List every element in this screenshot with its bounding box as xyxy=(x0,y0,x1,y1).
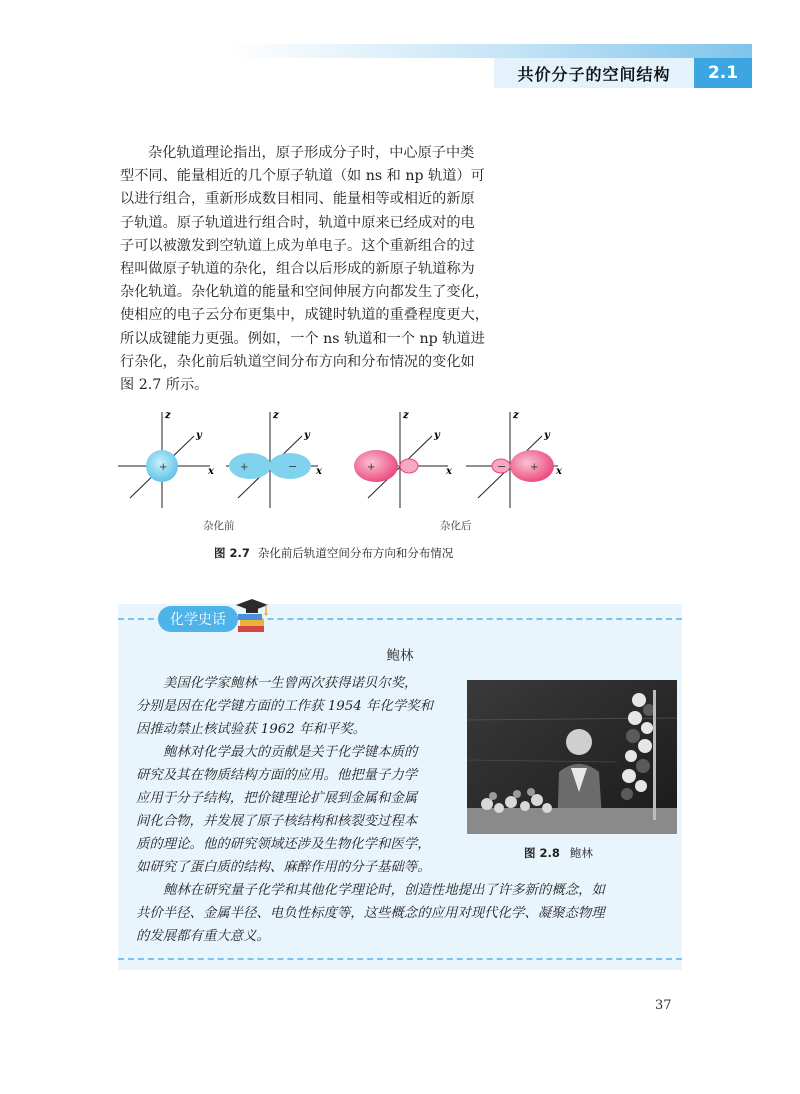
text-line: 研究及其在物质结构方面的应用。他把量子力学 xyxy=(136,768,418,783)
label-before-hybridization: 杂化前 xyxy=(203,520,235,532)
paragraph-line: 所以成键能力更强。例如，一个 ns 轨道和一个 np 轨道进 xyxy=(120,330,485,347)
history-paragraph-2 xyxy=(136,741,458,879)
text-line: 如研究了蛋白质的结构、麻醉作用的分子基础等。 xyxy=(136,860,431,875)
z-axis-label: z xyxy=(273,410,279,421)
history-paragraph-1 xyxy=(136,672,458,741)
paragraph-line: 型不同、能量相近的几个原子轨道（如 ns 和 np 轨道）可 xyxy=(120,168,485,185)
paragraph-line: 以进行组合，重新形成数目相同、能量相等或相近的新原 xyxy=(120,191,475,208)
figure-caption-text: 杂化前后轨道空间分布方向和分布情况 xyxy=(257,546,454,560)
paragraph-line: 子轨道。原子轨道进行组合时，轨道中原来已经成对的电 xyxy=(120,214,475,231)
text-line: 鲍林对化学最大的贡献是关于化学键本质的 xyxy=(163,745,418,760)
x-axis-label: x xyxy=(446,466,452,477)
text-line: 鲍林在研究量子化学和其他化学理论时，创造性地提出了许多新的概念，如 xyxy=(163,883,605,898)
paragraph-line: 使相应的电子云分布更集中，成键时轨道的重叠程度更大， xyxy=(120,307,489,324)
x-axis-label: x xyxy=(316,466,322,477)
x-axis-label: x xyxy=(556,466,562,477)
plus-sign: + xyxy=(530,462,539,473)
paragraph-line: 程叫做原子轨道的杂化，组合以后形成的新原子轨道称为 xyxy=(120,261,475,278)
photo-caption-text: 鲍林 xyxy=(569,846,593,860)
minus-sign: − xyxy=(288,460,298,473)
main-paragraph xyxy=(120,142,504,397)
s-orbital-diagram xyxy=(110,408,222,518)
label-after-hybridization: 杂化后 xyxy=(440,520,472,532)
y-axis-label: y xyxy=(196,430,202,441)
paragraph-line: 杂化轨道理论指出，原子形成分子时，中心原子中类 xyxy=(148,145,475,161)
plus-sign: + xyxy=(367,462,376,473)
text-line: 共价半径、金属半径、电负性标度等，这些概念的应用对现代化学、凝聚态物理 xyxy=(136,906,605,921)
page-number: 37 xyxy=(655,998,672,1013)
box-title: 鲍林 xyxy=(386,648,414,664)
text-line: 因推动禁止核试验获 1962 年和平奖。 xyxy=(136,722,367,737)
box-bottom-border xyxy=(118,958,682,960)
paragraph-line: 杂化轨道。杂化轨道的能量和空间伸展方向都发生了变化， xyxy=(120,284,489,301)
history-tag: 化学史话 xyxy=(158,606,238,632)
sp-hybrid-orbital-2 xyxy=(458,408,570,518)
z-axis-label: z xyxy=(403,410,409,421)
section-title: 共价分子的空间结构 xyxy=(517,64,671,84)
text-line: 质的理论。他的研究领域还涉及生物化学和医学， xyxy=(136,837,431,852)
plus-sign: + xyxy=(159,462,168,473)
text-line: 分别是因在化学键方面的工作获 1954 年化学奖和 xyxy=(136,699,434,714)
paragraph-line: 图 2.7 所示。 xyxy=(120,377,209,394)
section-number: 2.1 xyxy=(694,58,752,88)
minus-sign: − xyxy=(497,460,507,473)
paragraph-line: 子可以被激发到空轨道上成为单电子。这个重新组合的过 xyxy=(120,237,475,254)
header-decoration xyxy=(230,44,752,58)
photo-caption xyxy=(524,845,593,861)
plus-sign: + xyxy=(240,462,249,473)
text-line: 的发展都有重大意义。 xyxy=(136,929,270,944)
y-axis-label: y xyxy=(544,430,550,441)
graduation-books-icon xyxy=(232,596,272,636)
history-paragraph-3 xyxy=(136,879,668,948)
photo-figure-number: 图 2.8 xyxy=(524,846,560,860)
y-axis-label: y xyxy=(304,430,310,441)
pauling-photo xyxy=(467,680,677,834)
sp-hybrid-orbital-1 xyxy=(348,408,460,518)
chapter-header xyxy=(494,58,752,88)
figure-caption xyxy=(214,545,453,561)
x-axis-label: x xyxy=(208,466,214,477)
z-axis-label: z xyxy=(513,410,519,421)
figure-number: 图 2.7 xyxy=(214,546,250,560)
text-line: 美国化学家鲍林一生曾两次获得诺贝尔奖， xyxy=(163,676,418,691)
text-line: 间化合物，并发展了原子核结构和核裂变过程本 xyxy=(136,814,418,829)
paragraph-line: 行杂化，杂化前后轨道空间分布方向和分布情况的变化如 xyxy=(120,353,475,370)
z-axis-label: z xyxy=(165,410,171,421)
p-orbital-diagram xyxy=(218,408,330,518)
text-line: 应用于分子结构，把价键理论扩展到金属和金属 xyxy=(136,791,418,806)
y-axis-label: y xyxy=(434,430,440,441)
